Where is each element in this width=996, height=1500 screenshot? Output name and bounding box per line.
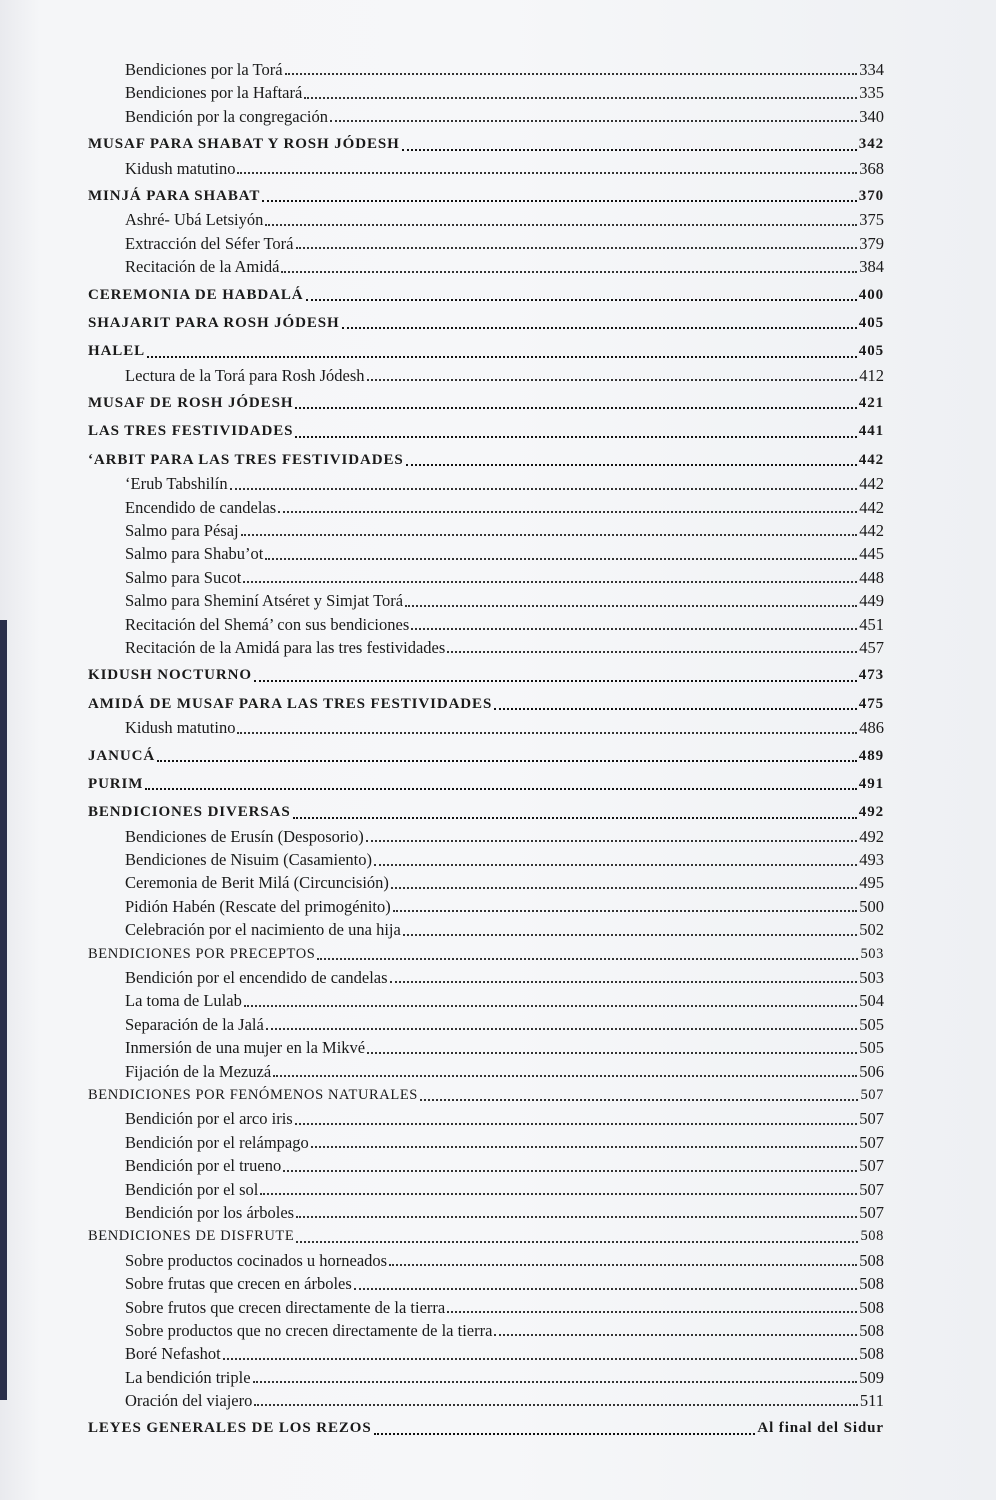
toc-entry-title: Kidush matutino: [125, 718, 236, 738]
dot-leader: [266, 1027, 857, 1030]
toc-chapter: [88, 340, 884, 363]
toc-entry-title: Lectura de la Torá para Rosh Jódesh: [125, 365, 365, 385]
toc-subentry: [88, 472, 884, 495]
toc-page-number: 504: [859, 991, 884, 1011]
toc-entry-title: Recitación de la Amidá: [125, 257, 280, 277]
dot-leader: [367, 378, 858, 381]
toc-entry-title: LEYES GENERALES DE LOS REZOS: [88, 1420, 372, 1437]
toc-subentry: [88, 58, 884, 81]
toc-page-number: 503: [860, 945, 884, 962]
toc-page-number: 491: [858, 775, 884, 792]
toc-page-number: 441: [858, 423, 884, 440]
toc-entry-title: CEREMONIA DE HABDALÁ: [88, 286, 304, 303]
toc-entry-title: Celebración por el nacimiento de una hija: [125, 920, 401, 940]
toc-entry-title: Pidión Habén (Rescate del primogénito): [125, 896, 391, 916]
toc-page-number: 508: [859, 1344, 884, 1364]
toc-subentry: [88, 589, 884, 612]
toc-entry-title: Fijación de la Mezuzá: [125, 1061, 272, 1081]
dot-leader: [420, 1098, 858, 1101]
toc-page-number: 405: [858, 343, 884, 360]
toc-page-number: 448: [859, 567, 884, 587]
toc-page-number: 445: [859, 544, 884, 564]
toc-subentry: [88, 966, 884, 989]
dot-leader: [402, 148, 857, 151]
toc-chapter: [88, 745, 884, 768]
toc-page-number: 507: [859, 1179, 884, 1199]
toc-subentry: [88, 1036, 884, 1059]
dot-leader: [241, 533, 858, 536]
dot-leader: [265, 557, 857, 560]
toc-page-number: 495: [859, 873, 884, 893]
dot-leader: [391, 886, 857, 889]
toc-page-number: 486: [859, 718, 884, 738]
toc-subentry: [88, 848, 884, 871]
toc-page-number: 379: [859, 233, 884, 253]
toc-page-number: 384: [859, 257, 884, 277]
toc-entry-title: Inmersión de una mujer en la Mikvé: [125, 1038, 366, 1058]
toc-entry-title: MINJÁ PARA SHABAT: [88, 187, 261, 204]
toc-entry-title: Bendiciones de Erusín (Desposorio): [125, 826, 364, 846]
toc-page-number: 508: [859, 1320, 884, 1340]
toc-section: [88, 1084, 884, 1107]
toc-entry-title: Bendición por el trueno: [125, 1156, 282, 1176]
toc-page-number: 502: [859, 920, 884, 940]
toc-subentry: [88, 1013, 884, 1036]
toc-chapter: [88, 284, 884, 307]
toc-subentry: [88, 825, 884, 848]
toc-page-number: 503: [859, 968, 884, 988]
toc-page-number: 492: [858, 804, 884, 821]
dot-leader: [157, 759, 857, 762]
toc-page-number: 508: [859, 1250, 884, 1270]
toc-entry-title: HALEL: [88, 343, 146, 360]
dot-leader: [281, 270, 857, 273]
dot-leader: [237, 731, 857, 734]
dot-leader: [253, 1380, 858, 1383]
dot-leader: [411, 627, 857, 630]
toc-chapter: [88, 392, 884, 415]
toc-page-number: 442: [859, 474, 884, 494]
toc-page-number: 442: [859, 497, 884, 517]
toc-entry-title: KIDUSH NOCTURNO: [88, 667, 252, 684]
toc-entry-title: Ashré- Ubá Letsiyón: [125, 210, 264, 230]
toc-entry-title: Bendiciones por la Haftará: [125, 83, 303, 103]
toc-page-number: 400: [858, 286, 884, 303]
toc-chapter: [88, 1417, 884, 1440]
toc-page-number: 405: [858, 314, 884, 331]
dot-leader: [306, 298, 857, 301]
toc-entry-title: Recitación de la Amidá para las tres festividades: [125, 637, 446, 657]
toc-page-number: 334: [859, 59, 884, 79]
toc-page-number: 421: [858, 395, 884, 412]
toc-subentry: [88, 542, 884, 565]
toc-subentry: [88, 232, 884, 255]
toc-page-number: 500: [859, 896, 884, 916]
dot-leader: [237, 171, 857, 174]
dot-leader: [273, 1074, 857, 1077]
toc-entry-title: Encendido de candelas: [125, 497, 277, 517]
toc-page-number: 508: [860, 1228, 884, 1245]
dot-leader: [374, 1432, 756, 1435]
toc-entry-title: Bendiciones por la Torá: [125, 59, 283, 79]
dot-leader: [230, 487, 858, 490]
toc-section: [88, 943, 884, 966]
toc-subentry: [88, 1272, 884, 1295]
dot-leader: [147, 355, 857, 358]
toc-page-number: 335: [859, 83, 884, 103]
toc-page-number: 489: [858, 747, 884, 764]
toc-page-number: 507: [860, 1087, 884, 1103]
dot-leader: [285, 72, 858, 75]
toc-page-number: 492: [859, 826, 884, 846]
toc-subentry: [88, 208, 884, 231]
toc-entry-title: Oración del viajero: [125, 1391, 253, 1411]
toc-subentry: [88, 1107, 884, 1130]
toc-page-number: 507: [859, 1202, 884, 1222]
toc-page-number: 509: [859, 1367, 884, 1387]
toc-chapter: [88, 133, 884, 156]
toc-page-number: 505: [859, 1014, 884, 1034]
toc-entry-title: Bendiciones de Nisuim (Casamiento): [125, 850, 372, 870]
toc-entry-title: Salmo para Pésaj: [125, 521, 239, 541]
dot-leader: [317, 957, 858, 960]
toc-page-number: 457: [859, 637, 884, 657]
toc-entry-title: Bendición por el relámpago: [125, 1132, 309, 1152]
toc-entry-title: BENDICIONES DE DISFRUTE: [88, 1228, 295, 1245]
dot-leader: [447, 650, 857, 653]
dot-leader: [296, 246, 858, 249]
toc-chapter: [88, 693, 884, 716]
toc-entry-title: Salmo para Shabu’ot: [125, 544, 264, 564]
dot-leader: [260, 1192, 857, 1195]
toc-chapter: [88, 773, 884, 796]
toc-subentry: [88, 1131, 884, 1154]
dot-leader: [296, 1240, 858, 1243]
dot-leader: [354, 1287, 857, 1290]
toc-page-number: 412: [859, 365, 884, 385]
toc-subentry: [88, 1389, 884, 1412]
dot-leader: [283, 1169, 857, 1172]
toc-entry-title: Bendición por el arco iris: [125, 1109, 293, 1129]
toc-page-number: 508: [859, 1297, 884, 1317]
dot-leader: [311, 1145, 858, 1148]
toc-subentry: [88, 157, 884, 180]
dot-leader: [405, 604, 857, 607]
toc-entry-title: Salmo para Sheminí Atséret y Simjat Torá: [125, 591, 404, 611]
dot-leader: [393, 909, 857, 912]
toc-subentry: [88, 1178, 884, 1201]
toc-entry-title: La bendición triple: [125, 1367, 251, 1387]
toc-subentry: [88, 1296, 884, 1319]
toc-chapter: [88, 664, 884, 687]
toc-subentry: [88, 1201, 884, 1224]
toc-entry-title: Boré Nefashot: [125, 1344, 221, 1364]
dot-leader: [403, 933, 857, 936]
toc-page-number: 342: [858, 136, 884, 153]
toc-subentry: [88, 1342, 884, 1365]
dot-leader: [145, 787, 856, 790]
toc-subentry: [88, 566, 884, 589]
toc-subentry: [88, 1319, 884, 1342]
toc-entry-title: Sobre productos que no crecen directamente de la tierra: [125, 1320, 493, 1340]
dot-leader: [295, 1122, 858, 1125]
dot-leader: [295, 406, 856, 409]
dot-leader: [254, 679, 857, 682]
toc-chapter: [88, 312, 884, 335]
toc-entry-title: Kidush matutino: [125, 158, 236, 178]
dot-leader: [244, 1004, 857, 1007]
book-spine-edge: [0, 620, 7, 1400]
toc-section: [88, 1225, 884, 1248]
toc-subentry: [88, 1154, 884, 1177]
dot-leader: [265, 223, 857, 226]
toc-entry-title: MUSAF PARA SHABAT Y ROSH JÓDESH: [88, 136, 400, 153]
toc-subentry: [88, 636, 884, 659]
dot-leader: [278, 510, 857, 513]
dot-leader: [293, 816, 857, 819]
toc-entry-title: Separación de la Jalá: [125, 1014, 264, 1034]
toc-page-number: 507: [859, 1132, 884, 1152]
table-of-contents: [88, 58, 884, 1441]
toc-entry-title: AMIDÁ DE MUSAF PARA LAS TRES FESTIVIDADES: [88, 695, 493, 712]
toc-chapter: [88, 801, 884, 824]
toc-entry-title: Extracción del Séfer Torá: [125, 233, 294, 253]
toc-page-number: 507: [859, 1109, 884, 1129]
toc-entry-title: BENDICIONES DIVERSAS: [88, 804, 291, 821]
toc-subentry: [88, 918, 884, 941]
toc-entry-title: Bendición por el sol: [125, 1179, 259, 1199]
toc-entry-title: PURIM: [88, 775, 144, 792]
toc-chapter: [88, 185, 884, 208]
toc-entry-title: Bendición por la congregación: [125, 106, 328, 126]
dot-leader: [447, 1310, 857, 1313]
toc-page-number: 506: [859, 1061, 884, 1081]
dot-leader: [296, 1215, 857, 1218]
toc-entry-title: Recitación del Shemá’ con sus bendiciones: [125, 614, 410, 634]
toc-chapter: [88, 449, 884, 472]
toc-subentry: [88, 1366, 884, 1389]
toc-entry-title: Sobre productos cocinados u horneados: [125, 1250, 388, 1270]
toc-page-number: Al final del Sidur: [757, 1420, 884, 1437]
toc-page-number: 449: [859, 591, 884, 611]
dot-leader: [295, 435, 856, 438]
toc-subentry: [88, 519, 884, 542]
toc-subentry: [88, 716, 884, 739]
dot-leader: [330, 119, 857, 122]
toc-subentry: [88, 613, 884, 636]
toc-page-number: 442: [858, 451, 884, 468]
toc-subentry: [88, 255, 884, 278]
toc-entry-title: JANUCÁ: [88, 747, 156, 764]
toc-page-number: 370: [858, 187, 884, 204]
toc-entry-title: Bendición por el encendido de candelas: [125, 968, 388, 988]
toc-subentry: [88, 496, 884, 519]
toc-page-number: 505: [859, 1038, 884, 1058]
dot-leader: [390, 980, 858, 983]
dot-leader: [389, 1263, 857, 1266]
toc-entry-title: ‘ARBIT PARA LAS TRES FESTIVIDADES: [88, 451, 404, 468]
toc-entry-title: BENDICIONES POR FENÓMENOS NATURALES: [88, 1087, 418, 1103]
dot-leader: [262, 199, 857, 202]
toc-entry-title: ‘Erub Tabshilín: [125, 474, 228, 494]
dot-leader: [406, 463, 857, 466]
toc-subentry: [88, 872, 884, 895]
toc-subentry: [88, 364, 884, 387]
toc-page-number: 475: [858, 695, 884, 712]
toc-page-number: 375: [859, 210, 884, 230]
dot-leader: [494, 1333, 857, 1336]
toc-page-number: 493: [859, 850, 884, 870]
toc-entry-title: SHAJARIT PARA ROSH JÓDESH: [88, 314, 340, 331]
toc-entry-title: Bendición por los árboles: [125, 1202, 295, 1222]
toc-entry-title: La toma de Lulab: [125, 991, 242, 1011]
toc-page-number: 340: [859, 106, 884, 126]
dot-leader: [243, 580, 857, 583]
toc-subentry: [88, 105, 884, 128]
toc-subentry: [88, 81, 884, 104]
dot-leader: [494, 707, 857, 710]
dot-leader: [223, 1357, 857, 1360]
toc-subentry: [88, 895, 884, 918]
dot-leader: [304, 96, 857, 99]
toc-subentry: [88, 1249, 884, 1272]
toc-page-number: 442: [859, 521, 884, 541]
toc-entry-title: Sobre frutos que crecen directamente de la tierra: [125, 1297, 446, 1317]
dot-leader: [254, 1403, 858, 1406]
toc-chapter: [88, 420, 884, 443]
dot-leader: [374, 863, 857, 866]
dot-leader: [366, 839, 858, 842]
dot-leader: [342, 326, 857, 329]
dot-leader: [367, 1051, 857, 1054]
toc-entry-title: BENDICIONES POR PRECEPTOS: [88, 945, 316, 962]
toc-subentry: [88, 1060, 884, 1083]
toc-entry-title: Sobre frutas que crecen en árboles: [125, 1274, 352, 1294]
toc-subentry: [88, 989, 884, 1012]
toc-page-number: 368: [859, 158, 884, 178]
toc-entry-title: Ceremonia de Berit Milá (Circuncisión): [125, 873, 389, 893]
toc-page-number: 507: [859, 1156, 884, 1176]
toc-page-number: 451: [859, 614, 884, 634]
toc-page-number: 508: [859, 1274, 884, 1294]
toc-page-number: 473: [858, 667, 884, 684]
toc-page-number: 511: [859, 1391, 884, 1411]
toc-entry-title: MUSAF DE ROSH JÓDESH: [88, 395, 294, 412]
toc-entry-title: Salmo para Sucot: [125, 567, 242, 587]
toc-entry-title: LAS TRES FESTIVIDADES: [88, 423, 294, 440]
